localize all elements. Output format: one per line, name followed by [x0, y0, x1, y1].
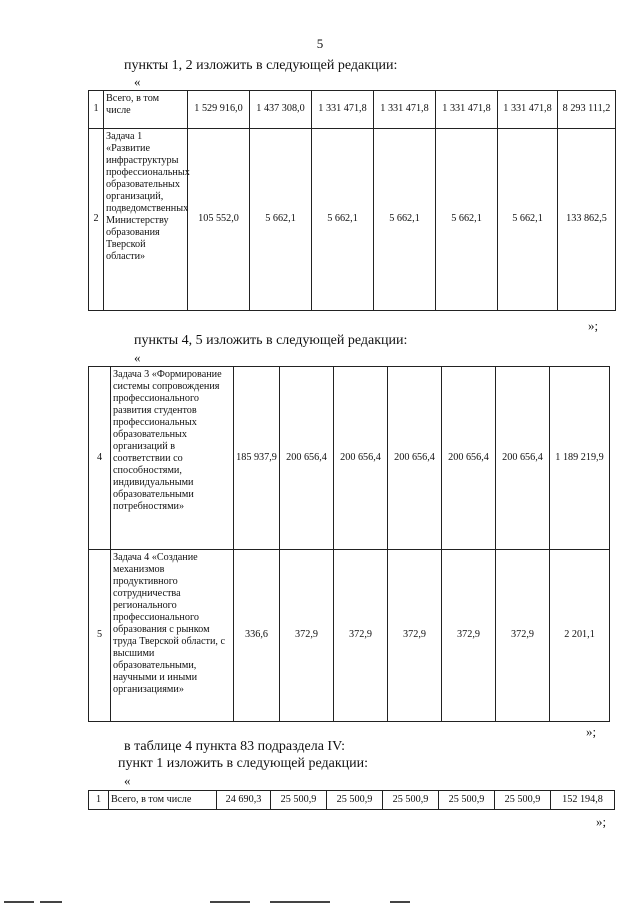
value-cell: 1 331 471,8 — [312, 91, 374, 129]
row-index: 1 — [89, 91, 104, 129]
section2-close-quote: »; — [586, 724, 597, 739]
section2-table — [88, 366, 610, 722]
value-cell: 2 201,1 — [550, 550, 610, 722]
table-row — [89, 91, 616, 129]
value-cell: 8 293 111,2 — [558, 91, 616, 129]
value-cell: 1 437 308,0 — [250, 91, 312, 129]
section2-intro: пункты 4, 5 изложить в следующей редакции: — [134, 333, 408, 348]
value-cell: 372,9 — [334, 550, 388, 722]
section1-close-quote: »; — [588, 318, 599, 333]
section3-intro-line1: в таблице 4 пункта 83 подраздела IV: — [124, 739, 346, 754]
value-cell: 1 189 219,9 — [550, 367, 610, 550]
value-cell: 200 656,4 — [280, 367, 334, 550]
value-cell: 5 662,1 — [498, 129, 558, 311]
table-row — [89, 367, 610, 550]
value-cell: 133 862,5 — [558, 129, 616, 311]
section2-open-quote: « — [134, 350, 141, 365]
value-cell: 336,6 — [234, 550, 280, 722]
value-cell: 372,9 — [442, 550, 496, 722]
value-cell: 185 937,9 — [234, 367, 280, 550]
table-row — [89, 129, 616, 311]
value-cell: 25 500,9 — [383, 791, 439, 810]
section3-open-quote: « — [124, 773, 131, 788]
value-cell: 25 500,9 — [495, 791, 551, 810]
value-cell: 372,9 — [496, 550, 550, 722]
value-cell: 372,9 — [280, 550, 334, 722]
value-cell: 152 194,8 — [551, 791, 615, 810]
row-description: Всего, в том числе — [104, 91, 188, 129]
table-row — [89, 791, 615, 810]
row-index: 1 — [89, 791, 109, 810]
value-cell: 200 656,4 — [442, 367, 496, 550]
value-cell: 25 500,9 — [439, 791, 495, 810]
value-cell: 5 662,1 — [312, 129, 374, 311]
value-cell: 1 331 471,8 — [374, 91, 436, 129]
row-index: 4 — [89, 367, 111, 550]
section3-close-quote: »; — [596, 814, 607, 829]
value-cell: 5 662,1 — [250, 129, 312, 311]
value-cell: 5 662,1 — [374, 129, 436, 311]
value-cell: 200 656,4 — [334, 367, 388, 550]
section1-intro: пункты 1, 2 изложить в следующей редакции: — [124, 58, 398, 73]
value-cell: 24 690,3 — [217, 791, 271, 810]
table-row — [89, 550, 610, 722]
row-description: Задача 3 «Формирование системы сопровождения профессионального развития студентов профессиональных образовательных организаций в соответствии со способностями, индивидуальными образовательными потребностями» — [111, 367, 234, 550]
section1-table — [88, 90, 616, 311]
section3-table — [88, 790, 615, 810]
value-cell: 25 500,9 — [271, 791, 327, 810]
section1-open-quote: « — [134, 74, 141, 89]
value-cell: 372,9 — [388, 550, 442, 722]
value-cell: 1 331 471,8 — [436, 91, 498, 129]
scan-artifact — [0, 899, 640, 905]
value-cell: 1 529 916,0 — [188, 91, 250, 129]
row-description: Задача 4 «Создание механизмов продуктивного сотрудничества регионального профессионального образования с рынком труда Тверской области, с высшими образовательными, научными и иными организациями» — [111, 550, 234, 722]
section3-intro-line2: пункт 1 изложить в следующей редакции: — [118, 756, 368, 771]
value-cell: 200 656,4 — [496, 367, 550, 550]
row-index: 5 — [89, 550, 111, 722]
row-description: Задача 1 «Развитие инфраструктуры профессиональных образовательных организаций, подведомственных Министерству образования Тверской области» — [104, 129, 188, 311]
value-cell: 25 500,9 — [327, 791, 383, 810]
value-cell: 200 656,4 — [388, 367, 442, 550]
value-cell: 105 552,0 — [188, 129, 250, 311]
row-description: Всего, в том числе — [109, 791, 217, 810]
page-number: 5 — [316, 36, 324, 51]
row-index: 2 — [89, 129, 104, 311]
value-cell: 1 331 471,8 — [498, 91, 558, 129]
value-cell: 5 662,1 — [436, 129, 498, 311]
